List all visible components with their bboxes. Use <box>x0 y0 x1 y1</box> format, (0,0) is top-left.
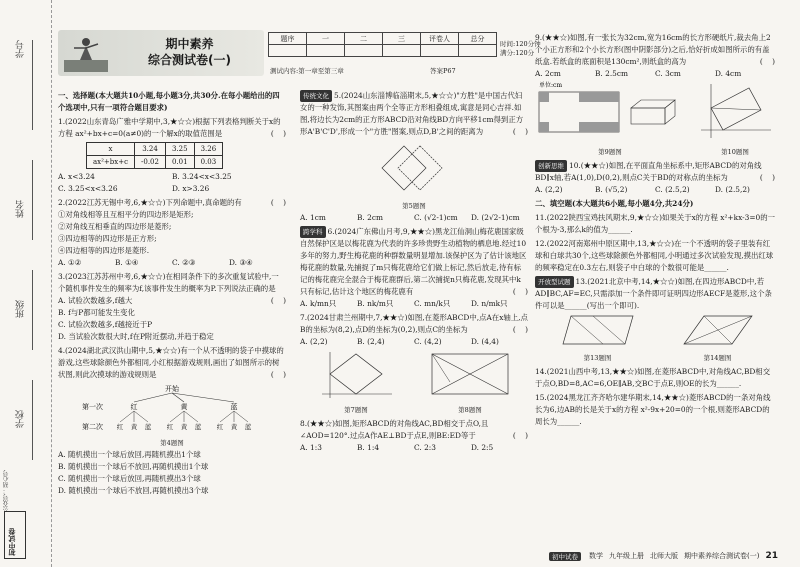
brand-text: 初中试卷 <box>7 528 16 556</box>
table-cell: 0.01 <box>165 156 194 169</box>
table-cell: 3.25 <box>165 143 194 156</box>
q5-options <box>300 212 528 224</box>
tree-diagram <box>72 383 272 435</box>
option[interactable]: C. ②③ <box>172 258 196 267</box>
unit-label: 单位:cm <box>539 82 563 89</box>
score-header-cell: 评卷人 <box>421 33 459 45</box>
title-line-2: 综合测试卷(一) <box>148 53 231 67</box>
question-text: 6.(2024广东佛山月考,9,★★☆)黑龙江仙洞山梅花鹿国家级自然保护区是以梅花鹿为代表的许多珍贵野生动植物的栖息地.经过10多年的努力,野生梅花鹿的种群数量明显增加.该保护区为了估计该地区梅花鹿的数量,先捕捉了m只梅花鹿给它们做上标记,然后放走,待有标记的梅花鹿完全混合于梅花鹿群后,第二次捕捉n只梅花鹿,发现其中k只有标记,估计这个地区的梅花鹿有 <box>300 227 527 296</box>
column-3 <box>535 30 775 428</box>
q8-options <box>300 442 528 454</box>
question-15: 15.(2024黑龙江齐齐哈尔建华期末,14,★★☆)菱形ABCD的一条对角线长为6,边AB的长是关于x的方程 x²-9x+20=0的一个根,则菱形ABCD的周长为______. <box>535 393 771 426</box>
question-14: 14.(2021山西中考,13,★★☆)如图,在菱形ABCD中,对角线AC,BD相交于点O,BD=8,AC=6,OE∥AB,交BC于点E,则OE的长为______. <box>535 367 771 388</box>
option[interactable]: D. 4cm <box>715 69 742 78</box>
footer-grade: 九年级上册 <box>609 552 644 560</box>
option[interactable]: B. f与P都可能发生变化 <box>58 308 135 317</box>
question-11: 11.(2022陕西宝鸡扶风期末,9,★☆☆)如果关于x的方程 x²+kx-3=0的一个根为-3,那么k的值为______. <box>535 213 775 234</box>
question-text: 4.(2024湖北武汉洪山期中,5,★☆☆)有一个从不透明的袋子中摸球的游戏,这些球除颜色外都相同,小红根据游戏规则,画出了如图所示的树状图,则此次摸球的游戏规则是 <box>58 346 284 379</box>
question-text: 2.(2022江苏无锡中考,6,★☆☆)下列命题中,真命题的有 <box>58 198 242 207</box>
statement: ③四边相等的四边形是正方形; <box>58 234 157 243</box>
figure-caption: 第4题图 <box>160 439 184 447</box>
section-title-fill: 二、填空题(本大题共6小题,每小题4分,共24分) <box>535 199 694 208</box>
question-text: 3.(2023江苏苏州中考,6,★☆☆)在相同条件下的多次重复试验中,一个随机事件发生的频率为f,该事件发生的概率为P.下列说法正确的是 <box>58 272 279 293</box>
option[interactable]: A. k/mn只 <box>300 299 337 308</box>
score-header-cell: 总分 <box>459 33 497 45</box>
option[interactable]: A. (2,2) <box>300 337 328 346</box>
page-title <box>148 36 231 68</box>
question-3: 3.(2023江苏苏州中考,6,★☆☆)在相同条件下的多次重复试验中,一个随机事件发生的频率为f,该事件发生的概率为P.下列说法正确的是 ( ) <box>58 272 286 305</box>
q9-options <box>535 68 775 80</box>
question-2: 2.(2022江苏无锡中考,6,★☆☆)下列命题中,真命题的有 ( ) <box>58 198 286 207</box>
option[interactable]: C. (√2-1)cm <box>414 213 458 222</box>
table-cell: 3.24 <box>135 143 166 156</box>
binding-margin <box>0 0 52 567</box>
rectangle-coordinate-figure <box>695 80 775 142</box>
score-header-cell: 一 <box>307 33 345 45</box>
margin-label-class: 班级 <box>16 300 26 318</box>
table-cell: -0.02 <box>135 156 166 169</box>
parallelogram-figure <box>553 312 643 348</box>
paper-box-figure <box>535 80 685 142</box>
table-cell: x <box>87 143 135 156</box>
tree-node-yellow: 黄 <box>180 403 188 411</box>
test-scope: 测试内容:第一章至第三章 <box>270 67 344 75</box>
tree-leaf: 红 <box>216 423 224 431</box>
option[interactable]: D. (2√2-1)cm <box>471 213 520 222</box>
option[interactable]: D. ③④ <box>229 258 253 267</box>
margin-note: 公众号：初心号 <box>3 470 10 512</box>
option[interactable]: A. x<3.24 <box>58 172 95 181</box>
question-text: 1.(2022山东青岛广雅中学期中,3,★☆☆)根据下列表格判断关于x的方程 ax²+bx+c=0(a≠0)的一个解x的取值范围是 <box>58 117 281 138</box>
question-9: 9.(★★☆)如图,有一张长为32cm,宽为16cm的长方形硬纸片,裁去角上2个小正方形和2个小长方形(图中阴影部分)之后,恰好折成如图所示的有盖纸盒.若纸盒的底面积是130cm²,则纸盒的高为 ( ) <box>535 33 775 66</box>
margin-line <box>32 40 33 130</box>
q1-table <box>86 142 223 169</box>
footer-book: 初中试卷 <box>549 552 581 561</box>
tree-node-red: 红 <box>130 403 138 411</box>
tag-badge: 创新思维 <box>535 160 567 172</box>
question-7: 7.(2024甘肃兰州期中,7,★★☆)如图,在菱形ABCD中,点A在x轴上,点B的坐标为(8,2),点D的坐标为(0,2),则点C的坐标为 ( ) <box>300 313 528 334</box>
option[interactable]: A. 2cm <box>535 69 561 78</box>
tag-badge: 跨学科 <box>300 226 326 238</box>
option[interactable]: C. 随机摸出一个球后放回,再随机摸出3个球 <box>58 474 201 483</box>
score-cell[interactable] <box>307 45 345 57</box>
rhombus-axes-figure <box>316 348 396 400</box>
question-12: 12.(2022河南郑州中原区期中,13,★☆☆)在一个不透明的袋子里装有红球和白球共30个,这些球除颜色外都相同,小明通过多次试验发现,摸出红球的频率稳定在0.3左右,则袋子中白球的个数很可能是______. <box>535 239 774 272</box>
page-footer <box>549 551 778 561</box>
question-text: 10.(★★☆)如图,在平面直角坐标系中,矩形ABCD的对角线BD∥x轴,若A(1,0),D(0,2),则点C关于BD的对称点的坐标为 <box>535 161 762 182</box>
column-2 <box>300 88 528 454</box>
option[interactable]: D. x>3.26 <box>172 184 210 193</box>
score-cell[interactable] <box>383 45 421 57</box>
figure-caption: 第5题图 <box>402 202 426 210</box>
exam-full-score: 满分:120分 <box>500 49 535 57</box>
question-text: 5.(2024山东淄博临淄期末,5,★☆☆)"方胜"是中国古代妇女的一种发饰,其图案由两个全等正方形相叠组成,寓意是同心吉祥.如图,将边长为2cm的正方形ABCD沿对角线BD方向平移1cm得到正方形A'B'C'D',形成一个"方胜"图案,则点D,B'之间的距离为 <box>300 91 524 136</box>
question-10: 创新思维 10.(★★☆)如图,在平面直角坐标系中,矩形ABCD的对角线BD∥x轴,若A(1,0),D(0,2),则点C关于BD的对称点的坐标为 ( ) <box>535 161 775 182</box>
figure-10 <box>695 80 775 158</box>
figure-13 <box>553 312 643 364</box>
rectangle-diagonals-figure <box>428 348 512 400</box>
score-cell[interactable] <box>345 45 383 57</box>
q2-options <box>58 257 286 269</box>
option[interactable]: D. 随机摸出一个球后不放回,再随机摸出3个球 <box>58 486 209 495</box>
margin-label-student-id: 学号 <box>16 40 26 58</box>
question-13 <box>535 276 775 312</box>
exam-time: 时间:120分钟 <box>500 40 541 48</box>
figure-7 <box>316 348 396 416</box>
option[interactable]: B. 1:4 <box>357 443 380 452</box>
figure-8 <box>428 348 512 416</box>
option[interactable]: C. 2:3 <box>414 443 436 452</box>
option[interactable]: C. 3.25<x<3.26 <box>58 184 118 193</box>
footer-subject: 数学 <box>589 552 603 560</box>
title-banner <box>58 30 264 76</box>
margin-line <box>32 160 33 240</box>
option[interactable]: B. nk/m只 <box>357 299 394 308</box>
figure-caption: 第9题图 <box>598 148 622 156</box>
option[interactable]: B. (2,4) <box>357 337 385 346</box>
page-number: 21 <box>765 551 778 561</box>
tree-first-label: 第一次 <box>82 403 103 411</box>
rhombus-figure <box>678 312 758 348</box>
option[interactable]: A. ①② <box>58 258 82 267</box>
question-4: 4.(2024湖北武汉洪山期中,5,★☆☆)有一个从不透明的袋子中摸球的游戏,这些球除颜色外都相同,小红根据游戏规则,画出了如图所示的树状图,则此次摸球的游戏规则是 ( ) <box>58 346 286 379</box>
figures-13-14 <box>535 312 775 364</box>
question-text: 8.(★★☆)如图,矩形ABCD的对角线AC,BD相交于点O,且∠AOD=120°.过点A作AE⊥BD于点E,则BE:ED等于 <box>300 419 489 440</box>
score-header-cell: 三 <box>383 33 421 45</box>
margin-label-name: 姓名 <box>16 200 26 218</box>
question-text: 9.(★★☆)如图,有一张长为32cm,宽为16cm的长方形硬纸片,裁去角上2个小正方形和2个小长方形(图中阴影部分)之后,恰好折成如图所示的有盖纸盒.若纸盒的底面积是130cm²,则纸盒的高为 <box>535 33 771 66</box>
figures-7-8 <box>300 348 528 416</box>
figure-caption: 第13题图 <box>583 354 612 362</box>
option[interactable]: C. (2.5,2) <box>655 185 690 194</box>
tag-badge: 开放型试题 <box>535 276 574 288</box>
tree-leaf: 黄 <box>180 423 188 431</box>
tag-badge: 传统文化 <box>300 90 332 102</box>
title-line-1: 期中素养 <box>165 37 214 51</box>
tree-leaf: 红 <box>116 423 124 431</box>
figure-caption: 第7题图 <box>344 406 368 414</box>
score-header-cell: 题序 <box>269 33 307 45</box>
option[interactable]: B. (√5,2) <box>595 185 628 194</box>
tree-second-label: 第二次 <box>82 423 103 431</box>
table-cell: ax²+bx+c <box>87 156 135 169</box>
column-1 <box>58 88 286 497</box>
option[interactable]: A. 1:3 <box>300 443 322 452</box>
footer-paper: 期中素养综合测试卷(一) <box>684 552 760 560</box>
question-text: 13.(2021北京中考,14,★☆☆)如图,在四边形ABCD中,若AD∥BC,AF=EC,只需添加一个条件即可证明四边形AECF是菱形,这个条件可以是______(写出一个即可). <box>535 277 772 310</box>
question-text: 7.(2024甘肃兰州期中,7,★★☆)如图,在菱形ABCD中,点A在x轴上,点B的坐标为(8,2),点D的坐标为(0,2),则点C的坐标为 <box>300 313 528 334</box>
option[interactable]: D. (4,4) <box>471 337 499 346</box>
tree-leaf: 黄 <box>130 423 138 431</box>
score-cell[interactable] <box>269 45 307 57</box>
option[interactable]: A. 随机摸出一个球后放回,再随机摸出1个球 <box>58 450 201 459</box>
option[interactable]: D. (2.5,2) <box>715 185 750 194</box>
tree-leaf: 黄 <box>230 423 238 431</box>
statement: ④四边相等的四边形是菱形. <box>58 246 150 255</box>
score-cell[interactable] <box>421 45 459 57</box>
option[interactable]: D. 2:5 <box>471 443 494 452</box>
q7-options <box>300 336 528 348</box>
option[interactable]: C. mn/k只 <box>414 299 451 308</box>
table-cell: 3.26 <box>194 143 223 156</box>
figure-14 <box>678 312 758 364</box>
brand-box <box>4 511 26 559</box>
option[interactable]: A. 1cm <box>300 213 326 222</box>
tree-start: 开始 <box>165 385 179 393</box>
option[interactable]: A. (2,2) <box>535 185 563 194</box>
q6-options <box>300 298 528 310</box>
footer-edition: 北师大版 <box>650 552 678 560</box>
figure-caption: 第14题图 <box>703 354 732 362</box>
figure-9 <box>535 80 685 158</box>
tree-leaf: 红 <box>166 423 174 431</box>
question-1: 1.(2022山东青岛广雅中学期中,3,★☆☆)根据下列表格判断关于x的方程 ax²+bx+c=0(a≠0)的一个解x的取值范围是 ( ) <box>58 117 286 138</box>
option[interactable]: C. (4,2) <box>414 337 442 346</box>
option[interactable]: B. ①④ <box>115 258 139 267</box>
tree-node-blue: 蓝 <box>230 403 238 411</box>
option[interactable]: C. 3cm <box>655 69 681 78</box>
margin-line <box>32 380 33 460</box>
statement: ①对角线相等且互相平分的四边形是矩形; <box>58 210 194 219</box>
section-title-choice: 一、选择题(本大题共10小题,每小题3分,共30分.在每小题给出的四个选项中,只有一项符合题目要求) <box>58 91 280 112</box>
option[interactable]: B. 2cm <box>357 213 383 222</box>
figure-caption: 第10题图 <box>721 148 749 156</box>
score-header-cell: 二 <box>345 33 383 45</box>
option[interactable]: B. 随机摸出一个球后不放回,再随机摸出1个球 <box>58 462 209 471</box>
fangsheng-figure <box>374 140 454 198</box>
question-8: 8.(★★☆)如图,矩形ABCD的对角线AC,BD相交于点O,且∠AOD=120°.过点A作AE⊥BD于点E,则BE:ED等于 ( ) <box>300 419 528 440</box>
q10-options <box>535 184 775 196</box>
margin-line <box>32 270 33 350</box>
score-table <box>268 32 497 57</box>
question-6: 跨学科 6.(2024广东佛山月考,9,★★☆)黑龙江仙洞山梅花鹿国家级自然保护区是以梅花鹿为代表的许多珍贵野生动植物的栖息地.经过10多年的努力,野生梅花鹿的种群数量明显增加.该保护区为了估计该地区梅花鹿的数量,先捕捉了m只梅花鹿给它们做上标记,然后放走,待有标记的梅花鹿完全混合于梅花鹿群后,第二次捕捉n只梅花鹿,发现其中k只有标记,估计这个地区的梅花鹿有 ( ) <box>300 227 528 296</box>
q1-options <box>58 171 286 195</box>
answer-reference: 答案P67 <box>430 67 456 75</box>
option[interactable]: D. n/mk只 <box>471 299 508 308</box>
tree-leaf: 蓝 <box>244 423 252 431</box>
figures-9-10 <box>535 80 775 158</box>
figure-caption: 第8题图 <box>458 406 482 414</box>
scholar-figure-icon <box>64 34 108 72</box>
table-cell: 0.03 <box>194 156 223 169</box>
margin-label-school: 学校 <box>16 410 26 428</box>
tree-leaf: 蓝 <box>144 423 152 431</box>
option[interactable]: D. 当试验次数很大时,f在P附近摆动,并趋于稳定 <box>58 332 214 341</box>
option[interactable]: A. 试验次数越多,f越大 <box>58 296 133 305</box>
option[interactable]: B. 2.5cm <box>595 69 629 78</box>
option[interactable]: B. 3.24<x<3.25 <box>172 172 232 181</box>
option[interactable]: C. 试验次数越多,f越接近于P <box>58 320 153 329</box>
score-cell[interactable] <box>459 45 497 57</box>
statement: ②对角线互相垂直的四边形是菱形; <box>58 222 172 231</box>
tree-leaf: 蓝 <box>194 423 202 431</box>
question-5: 传统文化 5.(2024山东淄博临淄期末,5,★☆☆)"方胜"是中国古代妇女的一种发饰,其图案由两个全等正方形相叠组成,寓意是同心吉祥.如图,将边长为2cm的正方形ABCD沿对角线BD方向平移1cm得到正方形A'B'C'D',形成一个"方胜"图案,则点D,B'之间的距离为 ( ) <box>300 91 528 136</box>
